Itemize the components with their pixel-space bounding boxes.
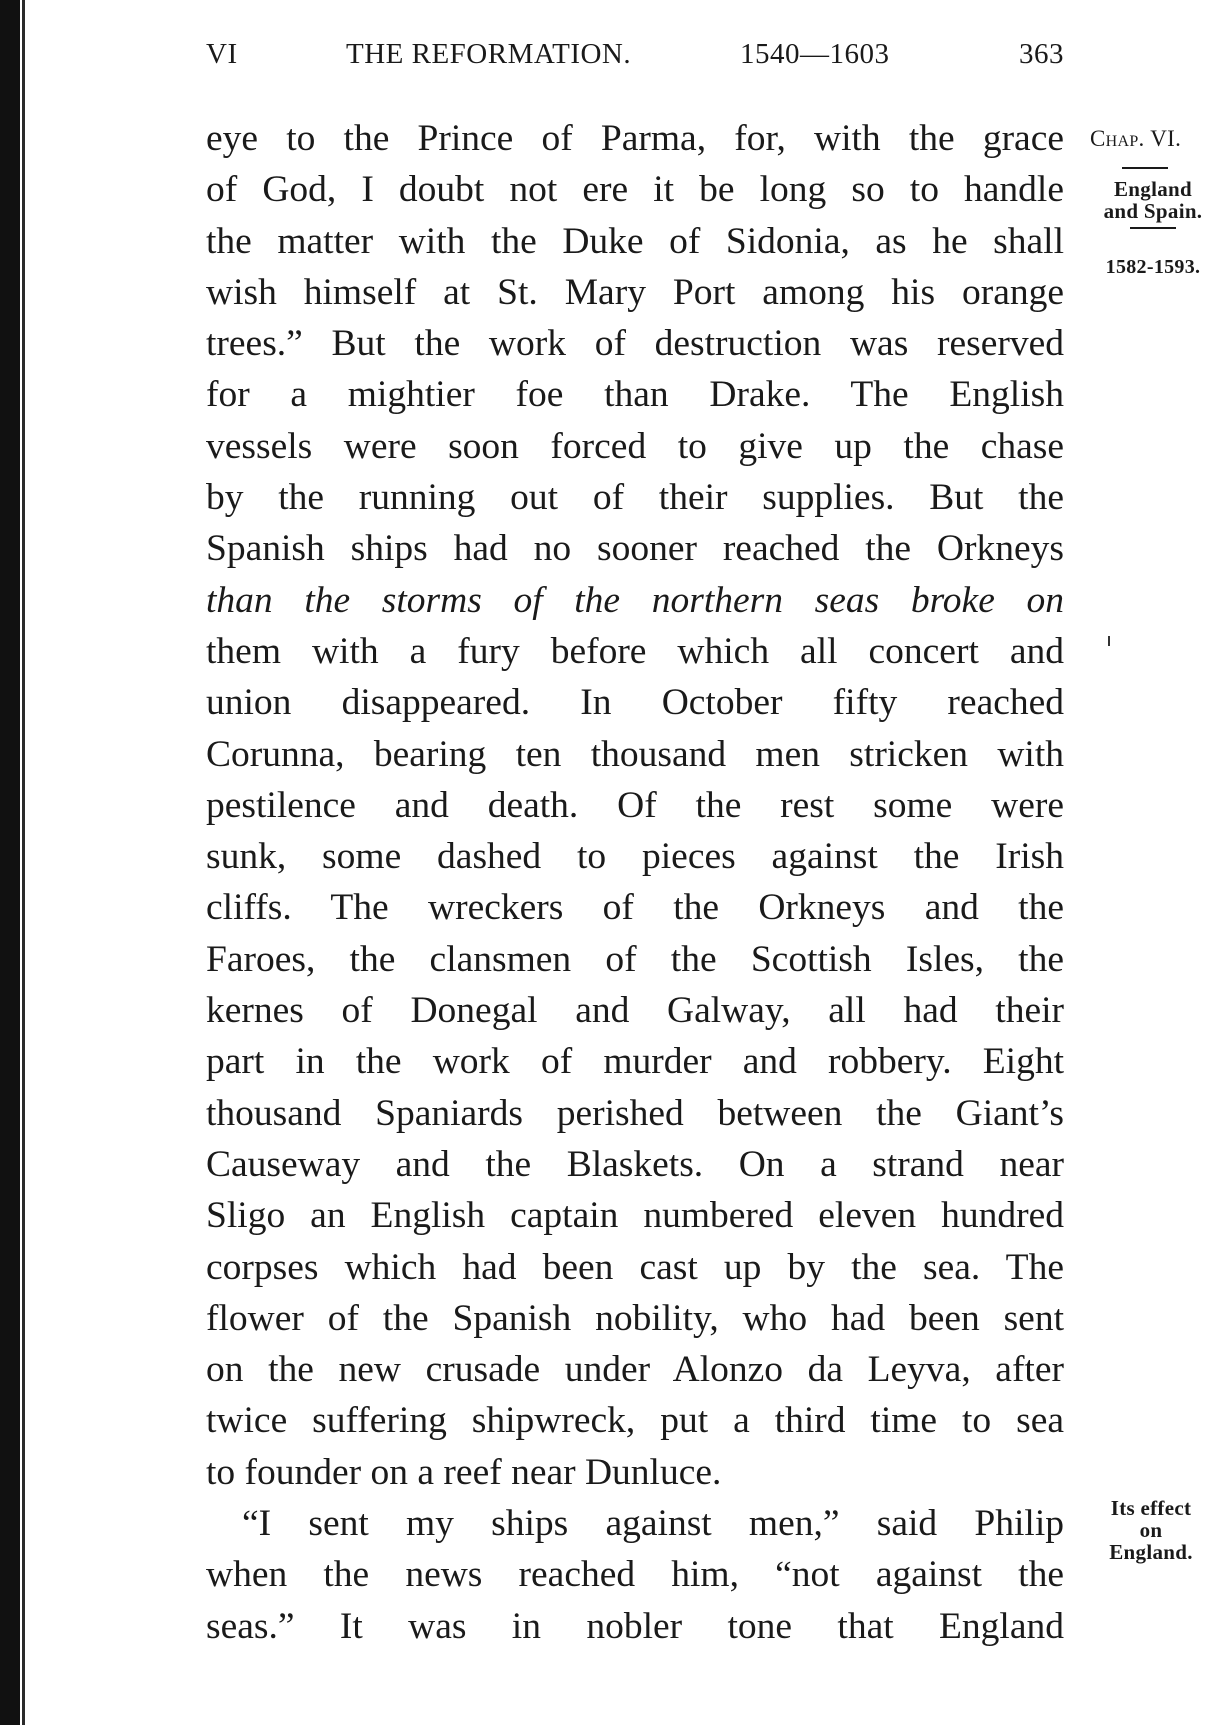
text-line: cliffs. The wreckers of the Orkneys and the bbox=[206, 887, 1064, 929]
text-line: wish himself at St. Mary Port among his orange bbox=[206, 271, 1064, 313]
text-line: kernes of Donegal and Galway, all had their bbox=[206, 990, 1064, 1032]
sidenote-years: 1582-1593. bbox=[1105, 256, 1201, 278]
stray-mark bbox=[1108, 636, 1110, 646]
text-line: Faroes, the clansmen of the Scottish Isles, the bbox=[206, 938, 1064, 980]
running-head-section: VI bbox=[206, 38, 238, 70]
text-line: thousand Spaniards perished between the Giant’s bbox=[206, 1092, 1064, 1134]
sidenote-topic bbox=[1078, 178, 1225, 233]
text-line: to founder on a reef near Dunluce. bbox=[206, 1451, 722, 1493]
text-line: trees.” But the work of destruction was reserved bbox=[206, 323, 1064, 365]
sidenote-effect-line3: England. bbox=[1109, 1540, 1193, 1564]
sidenote-chapter: Chap. VI. bbox=[1090, 126, 1182, 151]
text-line: when the news reached him, “not against the bbox=[206, 1554, 1064, 1596]
binding-edge bbox=[0, 0, 20, 1725]
text-line: than the storms of the northern seas broke on bbox=[206, 579, 1064, 621]
text-line: the matter with the Duke of Sidonia, as he shall bbox=[206, 220, 1064, 262]
text-line: Corunna, bearing ten thousand men stricken with bbox=[206, 733, 1064, 775]
sidenote-topic-rule bbox=[1130, 227, 1176, 229]
sidenote-effect bbox=[1086, 1497, 1216, 1563]
body-text bbox=[206, 113, 1064, 1652]
sidenote-topic-line1: England bbox=[1114, 177, 1192, 201]
running-head bbox=[206, 38, 1064, 78]
text-line: Spanish ships had no sooner reached the Orkneys bbox=[206, 528, 1064, 570]
running-head-title: THE REFORMATION. bbox=[346, 38, 632, 70]
sidenote-topic-line2: and Spain. bbox=[1103, 199, 1203, 223]
text-line: union disappeared. In October fifty reached bbox=[206, 682, 1064, 724]
sidenote-effect-line1: Its effect bbox=[1110, 1496, 1192, 1520]
text-line: flower of the Spanish nobility, who had been sent bbox=[206, 1297, 1064, 1339]
sidenote-effect-line2: on bbox=[1139, 1518, 1163, 1542]
text-line: part in the work of murder and robbery. Eight bbox=[206, 1041, 1064, 1083]
text-line: by the running out of their supplies. But the bbox=[206, 477, 1064, 519]
text-line: seas.” It was in nobler tone that England bbox=[206, 1605, 1064, 1647]
text-line: “I sent my ships against men,” said Philip bbox=[242, 1503, 1064, 1545]
text-line: vessels were soon forced to give up the chase bbox=[206, 425, 1064, 467]
text-line: of God, I doubt not ere it be long so to handle bbox=[206, 169, 1064, 211]
text-line: Sligo an English captain numbered eleven hundred bbox=[206, 1195, 1064, 1237]
text-line: on the new crusade under Alonzo da Leyva, after bbox=[206, 1349, 1064, 1391]
text-line: twice suffering shipwreck, put a third time to sea bbox=[206, 1400, 1064, 1442]
text-line: eye to the Prince of Parma, for, with the grace bbox=[206, 118, 1064, 159]
text-line: pestilence and death. Of the rest some were bbox=[206, 784, 1064, 826]
text-line: for a mightier foe than Drake. The English bbox=[206, 374, 1064, 416]
sidenote-chapter-rule bbox=[1122, 167, 1168, 169]
text-line: them with a fury before which all concert and bbox=[206, 630, 1064, 672]
running-head-dates: 1540—1603 bbox=[740, 38, 890, 70]
text-line: corpses which had been cast up by the sea. The bbox=[206, 1246, 1064, 1288]
text-line: sunk, some dashed to pieces against the Irish bbox=[206, 836, 1064, 878]
page-number: 363 bbox=[1019, 38, 1064, 70]
text-line: Causeway and the Blaskets. On a strand near bbox=[206, 1143, 1064, 1185]
